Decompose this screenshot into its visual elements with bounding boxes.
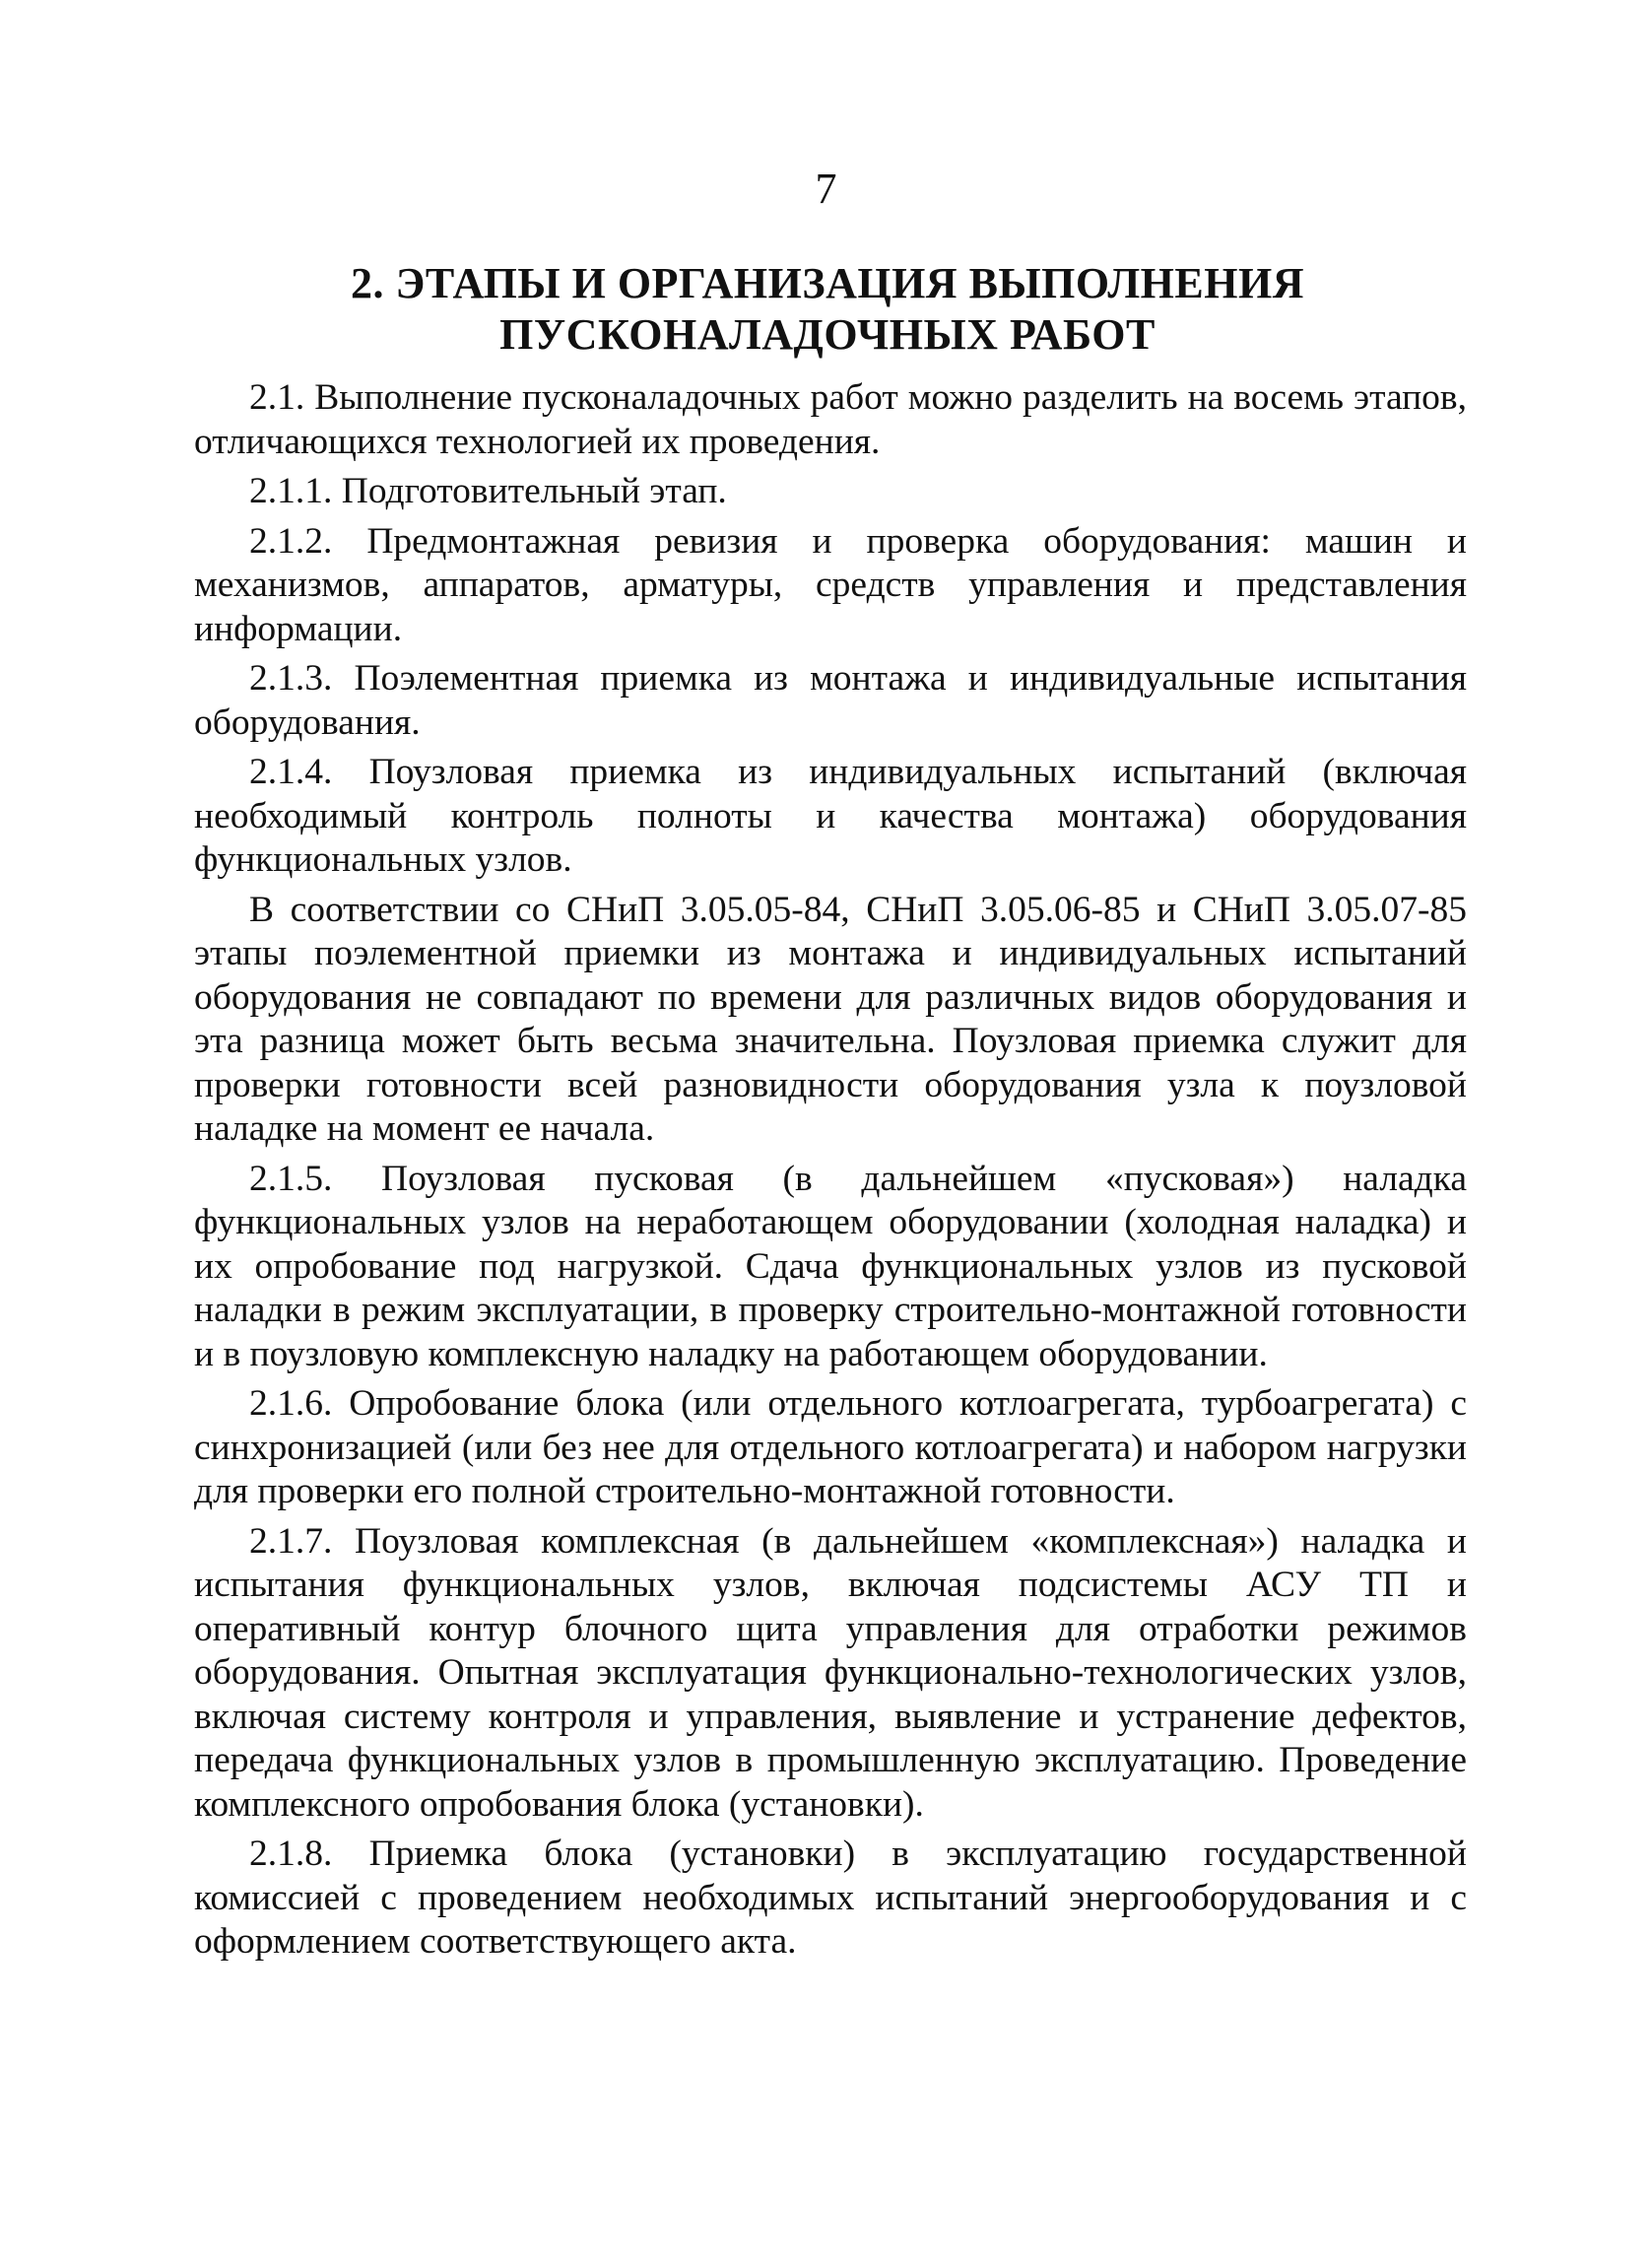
paragraph-2-1-8: 2.1.8. Приемка блока (установки) в эксплуатацию государственной комиссией с проведением необходимых испытаний энергооборудования и с оформлением соответствующего акта. (194, 1834, 1467, 1962)
paragraph-2-1-2: 2.1.2. Предмонтажная ревизия и проверка оборудования: машин и механизмов, аппаратов, арматуры, средств управления и представления информации. (194, 520, 1467, 649)
paragraph-2-1-6: 2.1.6. Опробование блока (или отдельного котлоагрегата, турбоагрегата) с синхронизацией (или без нее для отдельного котлоагрегата) и набором нагрузки для проверки его полной строительно-монтажной готовности. (194, 1383, 1467, 1511)
paragraph-2-1-3: 2.1.3. Поэлементная приемка из монтажа и индивидуальные испытания оборудования. (194, 658, 1467, 743)
body-text (194, 376, 1467, 1965)
page-number: 7 (815, 165, 837, 213)
paragraph-2-1-5: 2.1.5. Поузловая пусковая (в дальнейшем «пусковая») наладка функциональных узлов на неработающем оборудовании (холодная наладка) и их опробование под нагрузкой. Сдача функциональных узлов из пусковой наладки в режим эксплуатации, в проверку строительно-монтажной готовности и в поузловую комплексную наладку на работающем оборудовании. (194, 1158, 1467, 1374)
paragraph-snip-note: В соответствии со СНиП 3.05.05-84, СНиП 3.05.06-85 и СНиП 3.05.07-85 этапы поэлементной приемки из монтажа и индивидуальных испытаний оборудования не совпадают по времени для различных видов оборудования и эта разница может быть весьма значительна. Поузловая приемка служит для проверки готовности всей разновидности оборудования узла к поузловой наладке на момент ее начала. (194, 889, 1467, 1149)
paragraph-2-1-7: 2.1.7. Поузловая комплексная (в дальнейшем «комплексная») наладка и испытания функциональных узлов, включая подсистемы АСУ ТП и оперативный контур блочного щита управления для отработки режимов оборудования. Опытная эксплуатация функционально-технологических узлов, включая систему контроля и управления, выявление и устранение дефектов, передача функциональных узлов в промышленную эксплуатацию. Проведение комплексного опробования блока (установки). (194, 1520, 1467, 1825)
section-title-line-1: 2. ЭТАПЫ И ОРГАНИЗАЦИЯ ВЫПОЛНЕНИЯ (351, 259, 1304, 307)
section-title (187, 258, 1468, 361)
paragraph-2-1-4: 2.1.4. Поузловая приемка из индивидуальных испытаний (включая необходимый контроль полноты и качества монтажа) оборудования функциональных узлов. (194, 752, 1467, 880)
paragraph-2-1: 2.1. Выполнение пусконаладочных работ можно разделить на восемь этапов, отличающихся технологией их проведения. (194, 377, 1467, 462)
paragraph-2-1-1: 2.1.1. Подготовительный этап. (249, 471, 727, 511)
section-title-line-2: ПУСКОНАЛАДОЧНЫХ РАБОТ (499, 310, 1156, 359)
